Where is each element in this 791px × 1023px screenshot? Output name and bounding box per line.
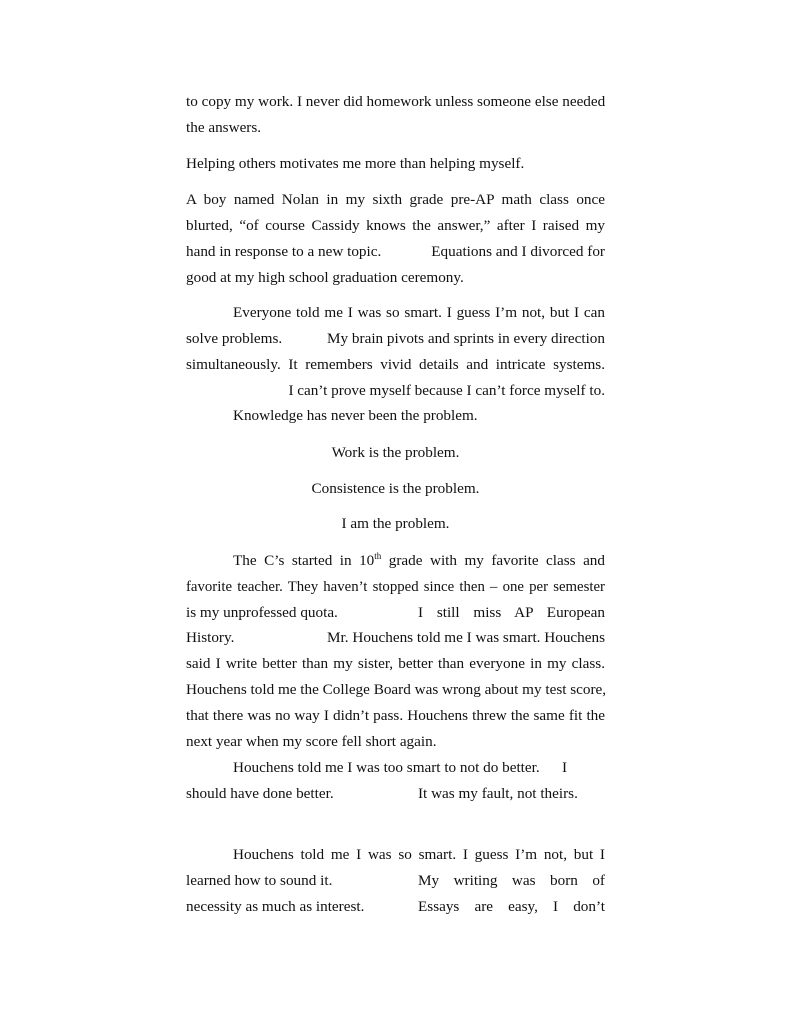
body-text-fragment: necessity as much as interest. [186,898,365,915]
body-text-fragment: grade with my favorite class and [381,552,605,569]
body-text-fragment: Essays are easy, I don’t [418,898,605,915]
body-text-fragment: Equations and I divorced for [431,243,605,260]
superscript-ordinal: th [374,550,382,561]
body-text-line: to copy my work. I never did homework unless someone else needed [186,93,606,110]
body-text-fragment: My writing was born of [418,872,605,889]
body-text-fragment: learned how to sound it. [186,872,333,889]
body-text-line: said I write better than my sister, better than everyone in my class. [186,655,605,672]
body-text-line: Knowledge has never been the problem. [233,407,478,424]
body-text-line: Houchens told me I was so smart. I guess I’m not, but I [233,846,605,863]
body-text-fragment: Houchens told me I was too smart to not do better. [233,759,540,776]
body-text-line: good at my high school graduation ceremony. [186,269,464,286]
body-text-line: next year when my score fell short again. [186,733,437,750]
body-text-line: simultaneously. It remembers vivid details and intricate systems. [186,356,605,373]
body-text-line [233,552,605,570]
centered-line: Work is the problem. [331,444,460,461]
body-text-line: blurted, “of course Cassidy knows the answer,” after I raised my [186,217,605,234]
body-text-fragment: is my unprofessed quota. [186,604,338,621]
body-text-fragment: should have done better. [186,785,334,802]
body-text-fragment: I [562,759,568,776]
body-text-fragment: I still miss AP European [418,604,605,621]
body-text-fragment: I can’t prove myself because I can’t force myself to. [288,382,605,399]
body-text-line: Everyone told me I was so smart. I guess I’m not, but I can [233,304,605,321]
body-text-line: Houchens told me the College Board was wrong about my test score, [186,681,607,698]
body-text-line: the answers. [186,119,262,136]
body-text-fragment: The C’s started in 10 [233,552,375,569]
body-text-fragment: hand in response to a new topic. [186,243,382,260]
body-text-fragment: It was my fault, not theirs. [418,785,578,802]
body-text-line: Helping others motivates me more than helping myself. [186,155,525,172]
body-text-line: A boy named Nolan in my sixth grade pre-AP math class once [186,191,605,208]
body-text-fragment: Mr. Houchens told me I was smart. Houchens [327,629,605,646]
centered-line: I am the problem. [341,515,450,532]
body-text-line: favorite teacher. They haven’t stopped since then – one per semester [186,579,605,595]
body-text-fragment: solve problems. [186,330,283,347]
body-text-fragment: History. [186,629,235,646]
body-text-line: that there was no way I didn’t pass. Houchens threw the same fit the [186,707,605,724]
centered-line: Consistence is the problem. [311,480,480,497]
body-text-fragment: My brain pivots and sprints in every direction [327,330,605,347]
